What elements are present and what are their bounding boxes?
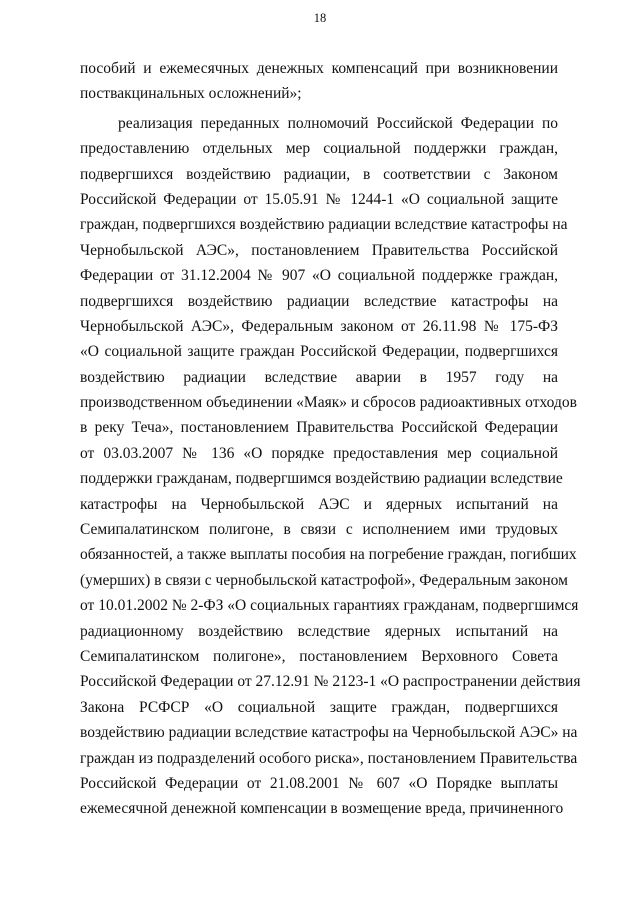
page-number: 18 [313, 11, 327, 25]
text-line: воздействию радиации вследствие катастрофы на Чернобыльской АЭС» на [80, 724, 578, 742]
text-line: Российской Федерации от 27.12.91 № 2123-1 «О распространении действия [80, 673, 581, 691]
body-text [80, 56, 581, 822]
text-line: от 03.03.2007 № 136 «О порядке предоставления мер социальной [80, 444, 558, 462]
text-line: Российской Федерации от 21.08.2001 № 607 «О Порядке выплаты [80, 774, 558, 792]
text-line: воздействию радиации вследствие аварии в 1957 году на [80, 368, 558, 386]
text-line: Семипалатинском полигоне», постановлением Верховного Совета [80, 647, 558, 665]
text-line: «О социальной защите граждан Российской Федерации, подвергшихся [80, 343, 558, 361]
text-line: производственном объединении «Маяк» и сбросов радиоактивных отходов [80, 394, 577, 412]
text-line: предоставлению отдельных мер социальной поддержки граждан, [80, 140, 558, 158]
text-line: Чернобыльской АЭС», постановлением Правительства Российской [80, 241, 558, 259]
paragraph-first-line: реализация переданных полномочий Российской Федерации по [118, 114, 558, 132]
text-line: подвергшихся воздействию радиации вследствие катастрофы на [80, 292, 558, 310]
text-line: пособий и ежемесячных денежных компенсаций при возникновении [80, 60, 558, 77]
text-line: Российской Федерации от 15.05.91 № 1244-1 «О социальной защите [80, 190, 558, 208]
text-line: подвергшихся воздействию радиации, в соответствии с Законом [80, 165, 558, 183]
text-line: граждан из подразделений особого риска», постановлением Правительства [80, 749, 578, 767]
text-line: радиационному воздействию вследствие ядерных испытаний на [80, 622, 558, 640]
text-line: Семипалатинском полигоне, в связи с исполнением ими трудовых [80, 521, 558, 539]
text-line: ежемесячной денежной компенсации в возмещение вреда, причиненного [80, 800, 564, 818]
text-line: Чернобыльской АЭС», Федеральным законом от 26.11.98 № 175-ФЗ [80, 317, 558, 335]
text-line: граждан, подвергшихся воздействию радиации вследствие катастрофы на [80, 216, 568, 234]
text-line: поддержки гражданам, подвергшимся воздействию радиации вследствие [80, 470, 563, 488]
text-line: обязанностей, а также выплаты пособия на погребение граждан, погибших [80, 546, 577, 564]
text-line: от 10.01.2002 № 2-ФЗ «О социальных гарантиях гражданам, подвергшимся [80, 597, 579, 615]
text-line: (умерших) в связи с чернобыльской катастрофой», Федеральным законом [80, 571, 568, 589]
text-line: в реку Теча», постановлением Правительства Российской Федерации [80, 419, 558, 437]
text-line: Федерации от 31.12.2004 № 907 «О социальной поддержке граждан, [80, 267, 558, 285]
text-line: катастрофы на Чернобыльской АЭС и ядерных испытаний на [80, 495, 558, 513]
text-line: Закона РСФСР «О социальной защите граждан, подвергшихся [80, 698, 558, 716]
text-line: поствакцинальных осложнений»; [80, 85, 302, 103]
